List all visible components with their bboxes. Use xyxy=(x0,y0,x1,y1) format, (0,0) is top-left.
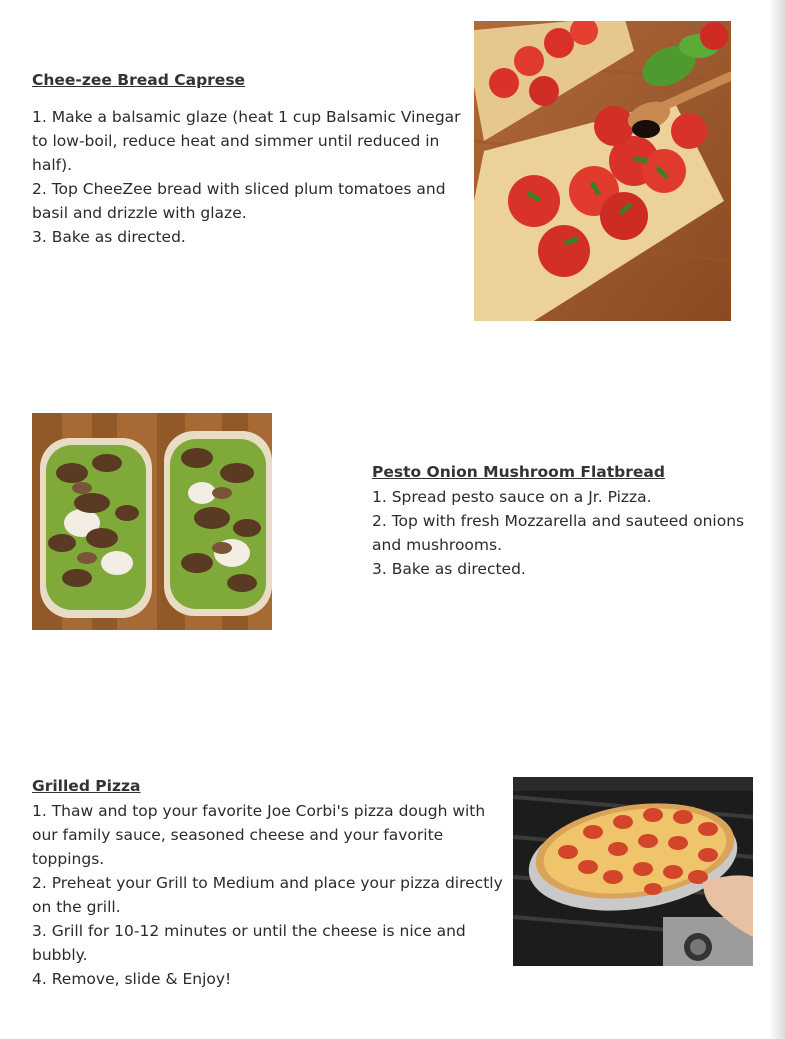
recipe-step: 2. Preheat your Grill to Medium and place your pizza directly on the grill. xyxy=(32,874,503,916)
recipe-step: 1. Spread pesto sauce on a Jr. Pizza. xyxy=(372,488,652,506)
recipe-steps-caprese xyxy=(32,105,462,249)
recipe-step: 3. Bake as directed. xyxy=(372,560,526,578)
recipe-steps-pesto xyxy=(372,485,747,581)
recipe-step: 2. Top CheeZee bread with sliced plum tomatoes and basil and drizzle with glaze. xyxy=(32,180,446,222)
recipe-step: 1. Thaw and top your favorite Joe Corbi's pizza dough with our family sauce, seasoned cheese and your favorite toppings. xyxy=(32,802,486,868)
recipe-title-grilled-pizza: Grilled Pizza xyxy=(32,777,141,795)
grilled-pepperoni-pizza-photo xyxy=(513,777,753,966)
recipe-step: 3. Grill for 10-12 minutes or until the cheese is nice and bubbly. xyxy=(32,922,466,964)
recipe-steps-grilled-pizza xyxy=(32,799,507,991)
pesto-mushroom-flatbread-photo xyxy=(32,413,272,630)
recipe-step: 2. Top with fresh Mozzarella and sauteed onions and mushrooms. xyxy=(372,512,745,554)
recipe-step: 3. Bake as directed. xyxy=(32,228,186,246)
page-edge-shadow xyxy=(769,0,785,1039)
recipe-step: 4. Remove, slide & Enjoy! xyxy=(32,970,232,988)
caprese-flatbread-photo xyxy=(474,21,731,321)
recipe-title-caprese: Chee-zee Bread Caprese xyxy=(32,71,246,89)
recipe-step: 1. Make a balsamic glaze (heat 1 cup Balsamic Vinegar to low-boil, reduce heat and simmer until reduced in half). xyxy=(32,108,461,174)
recipe-title-pesto: Pesto Onion Mushroom Flatbread xyxy=(372,463,665,481)
